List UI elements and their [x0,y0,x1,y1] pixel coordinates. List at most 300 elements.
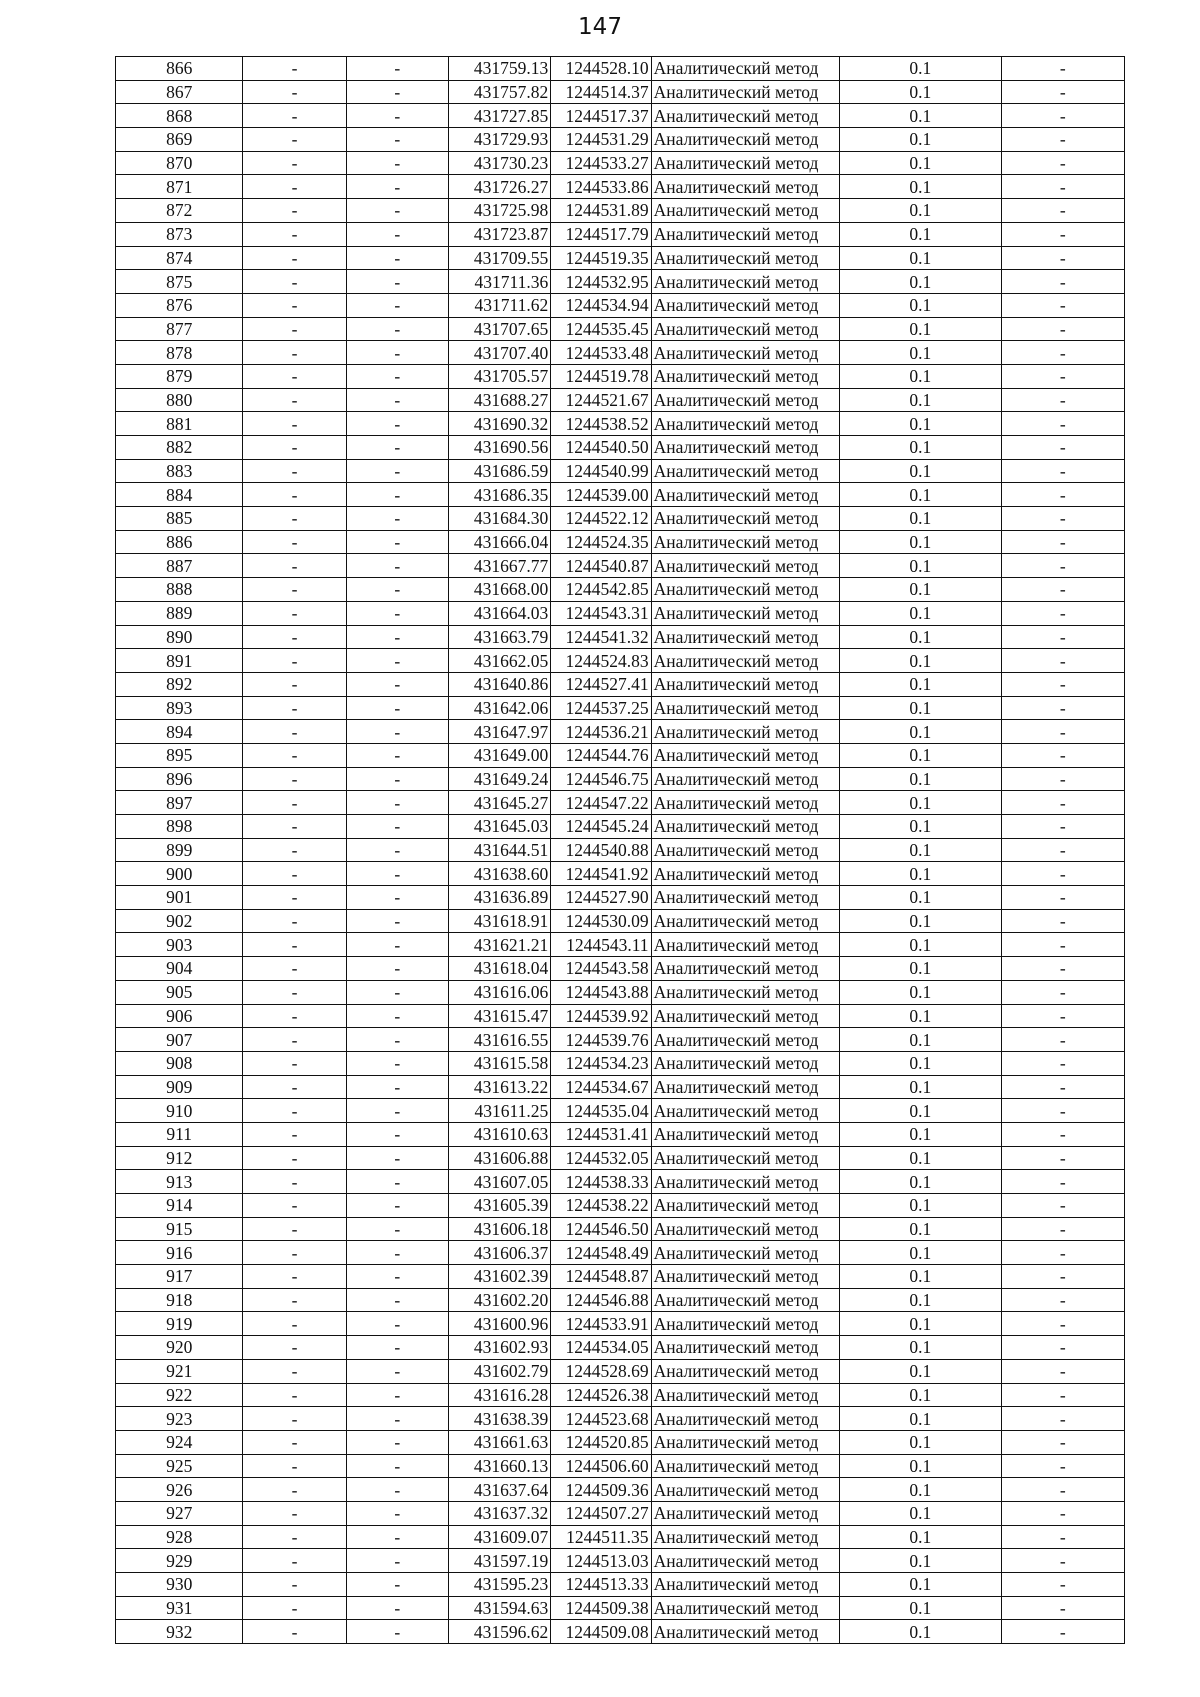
y-coordinate-cell: 1244538.52 [551,412,651,436]
note-cell: - [1001,1217,1124,1241]
note-cell: - [1001,317,1124,341]
table-row [116,436,1125,460]
empty-value-cell: - [346,933,448,957]
accuracy-cell: 0.1 [840,388,1001,412]
x-coordinate-cell: 431711.36 [448,270,550,294]
empty-value-cell: - [243,767,346,791]
accuracy-cell: 0.1 [840,246,1001,270]
empty-value-cell: - [243,1359,346,1383]
empty-value-cell: - [243,57,346,81]
accuracy-cell: 0.1 [840,1194,1001,1218]
empty-value-cell: - [346,364,448,388]
table-row [116,1454,1125,1478]
empty-value-cell: - [346,1501,448,1525]
note-cell: - [1001,1099,1124,1123]
x-coordinate-cell: 431663.79 [448,625,550,649]
table-row [116,1122,1125,1146]
empty-value-cell: - [346,1265,448,1289]
empty-value-cell: - [346,104,448,128]
accuracy-cell: 0.1 [840,1336,1001,1360]
x-coordinate-cell: 431640.86 [448,672,550,696]
table-row [116,1430,1125,1454]
accuracy-cell: 0.1 [840,1146,1001,1170]
empty-value-cell: - [346,720,448,744]
method-cell: Аналитический метод [651,341,840,365]
method-cell: Аналитический метод [651,1383,840,1407]
point-number-cell: 873 [116,222,243,246]
table-row [116,246,1125,270]
method-cell: Аналитический метод [651,293,840,317]
table-row [116,1573,1125,1597]
x-coordinate-cell: 431602.39 [448,1265,550,1289]
accuracy-cell: 0.1 [840,1265,1001,1289]
note-cell: - [1001,1573,1124,1597]
accuracy-cell: 0.1 [840,1478,1001,1502]
point-number-cell: 877 [116,317,243,341]
method-cell: Аналитический метод [651,743,840,767]
empty-value-cell: - [243,1430,346,1454]
y-coordinate-cell: 1244519.35 [551,246,651,270]
point-number-cell: 913 [116,1170,243,1194]
point-number-cell: 875 [116,270,243,294]
note-cell: - [1001,1288,1124,1312]
x-coordinate-cell: 431637.64 [448,1478,550,1502]
y-coordinate-cell: 1244535.04 [551,1099,651,1123]
y-coordinate-cell: 1244543.58 [551,957,651,981]
y-coordinate-cell: 1244539.00 [551,483,651,507]
note-cell: - [1001,1596,1124,1620]
x-coordinate-cell: 431664.03 [448,601,550,625]
y-coordinate-cell: 1244506.60 [551,1454,651,1478]
note-cell: - [1001,1478,1124,1502]
accuracy-cell: 0.1 [840,128,1001,152]
empty-value-cell: - [243,1407,346,1431]
point-number-cell: 890 [116,625,243,649]
point-number-cell: 925 [116,1454,243,1478]
note-cell: - [1001,530,1124,554]
x-coordinate-cell: 431686.59 [448,459,550,483]
empty-value-cell: - [243,1146,346,1170]
empty-value-cell: - [243,412,346,436]
point-number-cell: 922 [116,1383,243,1407]
accuracy-cell: 0.1 [840,530,1001,554]
y-coordinate-cell: 1244547.22 [551,791,651,815]
x-coordinate-cell: 431725.98 [448,199,550,223]
table-row [116,1383,1125,1407]
note-cell: - [1001,388,1124,412]
method-cell: Аналитический метод [651,1596,840,1620]
accuracy-cell: 0.1 [840,1051,1001,1075]
accuracy-cell: 0.1 [840,649,1001,673]
point-number-cell: 883 [116,459,243,483]
empty-value-cell: - [346,791,448,815]
x-coordinate-cell: 431616.55 [448,1028,550,1052]
empty-value-cell: - [243,293,346,317]
accuracy-cell: 0.1 [840,1454,1001,1478]
empty-value-cell: - [346,696,448,720]
x-coordinate-cell: 431607.05 [448,1170,550,1194]
x-coordinate-cell: 431594.63 [448,1596,550,1620]
note-cell: - [1001,1194,1124,1218]
empty-value-cell: - [346,175,448,199]
accuracy-cell: 0.1 [840,175,1001,199]
y-coordinate-cell: 1244524.83 [551,649,651,673]
point-number-cell: 911 [116,1122,243,1146]
empty-value-cell: - [243,317,346,341]
x-coordinate-cell: 431600.96 [448,1312,550,1336]
point-number-cell: 887 [116,554,243,578]
point-number-cell: 906 [116,1004,243,1028]
table-row [116,1028,1125,1052]
point-number-cell: 876 [116,293,243,317]
empty-value-cell: - [243,507,346,531]
empty-value-cell: - [346,1241,448,1265]
table-row [116,933,1125,957]
note-cell: - [1001,649,1124,673]
empty-value-cell: - [243,649,346,673]
x-coordinate-cell: 431638.39 [448,1407,550,1431]
x-coordinate-cell: 431595.23 [448,1573,550,1597]
method-cell: Аналитический метод [651,957,840,981]
accuracy-cell: 0.1 [840,1004,1001,1028]
table-row [116,1194,1125,1218]
y-coordinate-cell: 1244544.76 [551,743,651,767]
note-cell: - [1001,1075,1124,1099]
method-cell: Аналитический метод [651,1312,840,1336]
y-coordinate-cell: 1244527.41 [551,672,651,696]
point-number-cell: 902 [116,909,243,933]
note-cell: - [1001,1549,1124,1573]
x-coordinate-cell: 431597.19 [448,1549,550,1573]
y-coordinate-cell: 1244524.35 [551,530,651,554]
table-row [116,957,1125,981]
method-cell: Аналитический метод [651,1241,840,1265]
empty-value-cell: - [346,222,448,246]
empty-value-cell: - [243,1028,346,1052]
point-number-cell: 924 [116,1430,243,1454]
empty-value-cell: - [346,909,448,933]
accuracy-cell: 0.1 [840,1430,1001,1454]
x-coordinate-cell: 431690.56 [448,436,550,460]
empty-value-cell: - [243,1620,346,1644]
table-row [116,980,1125,1004]
x-coordinate-cell: 431621.21 [448,933,550,957]
note-cell: - [1001,578,1124,602]
note-cell: - [1001,1028,1124,1052]
note-cell: - [1001,1501,1124,1525]
accuracy-cell: 0.1 [840,1217,1001,1241]
table-row [116,649,1125,673]
empty-value-cell: - [346,767,448,791]
table-row [116,459,1125,483]
method-cell: Аналитический метод [651,1194,840,1218]
method-cell: Аналитический метод [651,1028,840,1052]
method-cell: Аналитический метод [651,57,840,81]
empty-value-cell: - [346,1051,448,1075]
table-row [116,293,1125,317]
point-number-cell: 907 [116,1028,243,1052]
empty-value-cell: - [346,886,448,910]
method-cell: Аналитический метод [651,436,840,460]
empty-value-cell: - [346,459,448,483]
x-coordinate-cell: 431686.35 [448,483,550,507]
empty-value-cell: - [243,933,346,957]
method-cell: Аналитический метод [651,1525,840,1549]
note-cell: - [1001,1170,1124,1194]
empty-value-cell: - [346,1525,448,1549]
point-number-cell: 879 [116,364,243,388]
empty-value-cell: - [243,1596,346,1620]
y-coordinate-cell: 1244523.68 [551,1407,651,1431]
table-row [116,554,1125,578]
method-cell: Аналитический метод [651,1501,840,1525]
y-coordinate-cell: 1244531.89 [551,199,651,223]
accuracy-cell: 0.1 [840,1549,1001,1573]
method-cell: Аналитический метод [651,1265,840,1289]
x-coordinate-cell: 431613.22 [448,1075,550,1099]
note-cell: - [1001,1525,1124,1549]
empty-value-cell: - [346,317,448,341]
y-coordinate-cell: 1244534.23 [551,1051,651,1075]
accuracy-cell: 0.1 [840,815,1001,839]
y-coordinate-cell: 1244509.38 [551,1596,651,1620]
y-coordinate-cell: 1244527.90 [551,886,651,910]
empty-value-cell: - [346,1454,448,1478]
point-number-cell: 866 [116,57,243,81]
table-row [116,1146,1125,1170]
point-number-cell: 881 [116,412,243,436]
table-row [116,128,1125,152]
x-coordinate-cell: 431690.32 [448,412,550,436]
table-row [116,1501,1125,1525]
method-cell: Аналитический метод [651,1288,840,1312]
point-number-cell: 893 [116,696,243,720]
note-cell: - [1001,1146,1124,1170]
method-cell: Аналитический метод [651,886,840,910]
method-cell: Аналитический метод [651,483,840,507]
table-row [116,1336,1125,1360]
y-coordinate-cell: 1244536.21 [551,720,651,744]
note-cell: - [1001,1407,1124,1431]
y-coordinate-cell: 1244531.41 [551,1122,651,1146]
method-cell: Аналитический метод [651,791,840,815]
y-coordinate-cell: 1244532.05 [551,1146,651,1170]
x-coordinate-cell: 431649.24 [448,767,550,791]
x-coordinate-cell: 431609.07 [448,1525,550,1549]
method-cell: Аналитический метод [651,507,840,531]
method-cell: Аналитический метод [651,696,840,720]
accuracy-cell: 0.1 [840,554,1001,578]
x-coordinate-cell: 431644.51 [448,838,550,862]
x-coordinate-cell: 431606.88 [448,1146,550,1170]
point-number-cell: 926 [116,1478,243,1502]
y-coordinate-cell: 1244541.32 [551,625,651,649]
empty-value-cell: - [243,80,346,104]
method-cell: Аналитический метод [651,1620,840,1644]
x-coordinate-cell: 431636.89 [448,886,550,910]
x-coordinate-cell: 431645.03 [448,815,550,839]
y-coordinate-cell: 1244539.76 [551,1028,651,1052]
empty-value-cell: - [346,1620,448,1644]
note-cell: - [1001,838,1124,862]
table-row [116,625,1125,649]
x-coordinate-cell: 431730.23 [448,151,550,175]
method-cell: Аналитический метод [651,270,840,294]
x-coordinate-cell: 431605.39 [448,1194,550,1218]
accuracy-cell: 0.1 [840,1620,1001,1644]
empty-value-cell: - [346,1407,448,1431]
empty-value-cell: - [346,80,448,104]
empty-value-cell: - [346,1312,448,1336]
method-cell: Аналитический метод [651,1146,840,1170]
y-coordinate-cell: 1244531.29 [551,128,651,152]
method-cell: Аналитический метод [651,459,840,483]
x-coordinate-cell: 431647.97 [448,720,550,744]
y-coordinate-cell: 1244535.45 [551,317,651,341]
method-cell: Аналитический метод [651,1430,840,1454]
empty-value-cell: - [243,815,346,839]
method-cell: Аналитический метод [651,1573,840,1597]
y-coordinate-cell: 1244541.92 [551,862,651,886]
point-number-cell: 885 [116,507,243,531]
accuracy-cell: 0.1 [840,791,1001,815]
y-coordinate-cell: 1244548.49 [551,1241,651,1265]
table-row [116,1217,1125,1241]
table-row [116,199,1125,223]
table-row [116,1288,1125,1312]
point-number-cell: 896 [116,767,243,791]
point-number-cell: 868 [116,104,243,128]
method-cell: Аналитический метод [651,933,840,957]
point-number-cell: 912 [116,1146,243,1170]
accuracy-cell: 0.1 [840,1312,1001,1336]
point-number-cell: 889 [116,601,243,625]
empty-value-cell: - [243,1004,346,1028]
empty-value-cell: - [243,222,346,246]
note-cell: - [1001,933,1124,957]
page-number: 147 [578,14,622,40]
x-coordinate-cell: 431666.04 [448,530,550,554]
x-coordinate-cell: 431668.00 [448,578,550,602]
table-row [116,530,1125,554]
accuracy-cell: 0.1 [840,222,1001,246]
accuracy-cell: 0.1 [840,980,1001,1004]
point-number-cell: 930 [116,1573,243,1597]
empty-value-cell: - [346,1122,448,1146]
empty-value-cell: - [243,625,346,649]
point-number-cell: 869 [116,128,243,152]
accuracy-cell: 0.1 [840,578,1001,602]
table-row [116,1312,1125,1336]
empty-value-cell: - [243,1383,346,1407]
empty-value-cell: - [243,175,346,199]
y-coordinate-cell: 1244543.31 [551,601,651,625]
table-row [116,1004,1125,1028]
empty-value-cell: - [243,578,346,602]
empty-value-cell: - [346,1430,448,1454]
table-row [116,1596,1125,1620]
y-coordinate-cell: 1244522.12 [551,507,651,531]
accuracy-cell: 0.1 [840,767,1001,791]
note-cell: - [1001,199,1124,223]
method-cell: Аналитический метод [651,1336,840,1360]
table-row [116,222,1125,246]
empty-value-cell: - [243,104,346,128]
note-cell: - [1001,104,1124,128]
method-cell: Аналитический метод [651,1359,840,1383]
method-cell: Аналитический метод [651,909,840,933]
note-cell: - [1001,80,1124,104]
empty-value-cell: - [346,507,448,531]
note-cell: - [1001,554,1124,578]
x-coordinate-cell: 431638.60 [448,862,550,886]
point-number-cell: 918 [116,1288,243,1312]
note-cell: - [1001,672,1124,696]
note-cell: - [1001,1241,1124,1265]
table-row [116,412,1125,436]
coordinates-table-body [116,57,1125,1644]
y-coordinate-cell: 1244528.10 [551,57,651,81]
empty-value-cell: - [243,1525,346,1549]
y-coordinate-cell: 1244539.92 [551,1004,651,1028]
accuracy-cell: 0.1 [840,1170,1001,1194]
empty-value-cell: - [243,1288,346,1312]
y-coordinate-cell: 1244538.22 [551,1194,651,1218]
note-cell: - [1001,815,1124,839]
accuracy-cell: 0.1 [840,672,1001,696]
accuracy-cell: 0.1 [840,720,1001,744]
empty-value-cell: - [243,1170,346,1194]
method-cell: Аналитический метод [651,980,840,1004]
x-coordinate-cell: 431615.47 [448,1004,550,1028]
empty-value-cell: - [243,1122,346,1146]
table-row [116,483,1125,507]
empty-value-cell: - [243,341,346,365]
point-number-cell: 904 [116,957,243,981]
note-cell: - [1001,436,1124,460]
y-coordinate-cell: 1244520.85 [551,1430,651,1454]
point-number-cell: 909 [116,1075,243,1099]
point-number-cell: 917 [116,1265,243,1289]
table-row [116,1478,1125,1502]
empty-value-cell: - [346,1194,448,1218]
note-cell: - [1001,743,1124,767]
point-number-cell: 908 [116,1051,243,1075]
accuracy-cell: 0.1 [840,270,1001,294]
x-coordinate-cell: 431615.58 [448,1051,550,1075]
empty-value-cell: - [346,601,448,625]
table-row [116,1051,1125,1075]
empty-value-cell: - [243,696,346,720]
accuracy-cell: 0.1 [840,1407,1001,1431]
table-row [116,815,1125,839]
note-cell: - [1001,601,1124,625]
accuracy-cell: 0.1 [840,933,1001,957]
empty-value-cell: - [243,128,346,152]
table-row [116,1241,1125,1265]
empty-value-cell: - [346,1359,448,1383]
point-number-cell: 928 [116,1525,243,1549]
table-row [116,151,1125,175]
empty-value-cell: - [346,554,448,578]
empty-value-cell: - [243,1336,346,1360]
x-coordinate-cell: 431596.62 [448,1620,550,1644]
x-coordinate-cell: 431642.06 [448,696,550,720]
x-coordinate-cell: 431667.77 [448,554,550,578]
point-number-cell: 898 [116,815,243,839]
y-coordinate-cell: 1244507.27 [551,1501,651,1525]
note-cell: - [1001,862,1124,886]
